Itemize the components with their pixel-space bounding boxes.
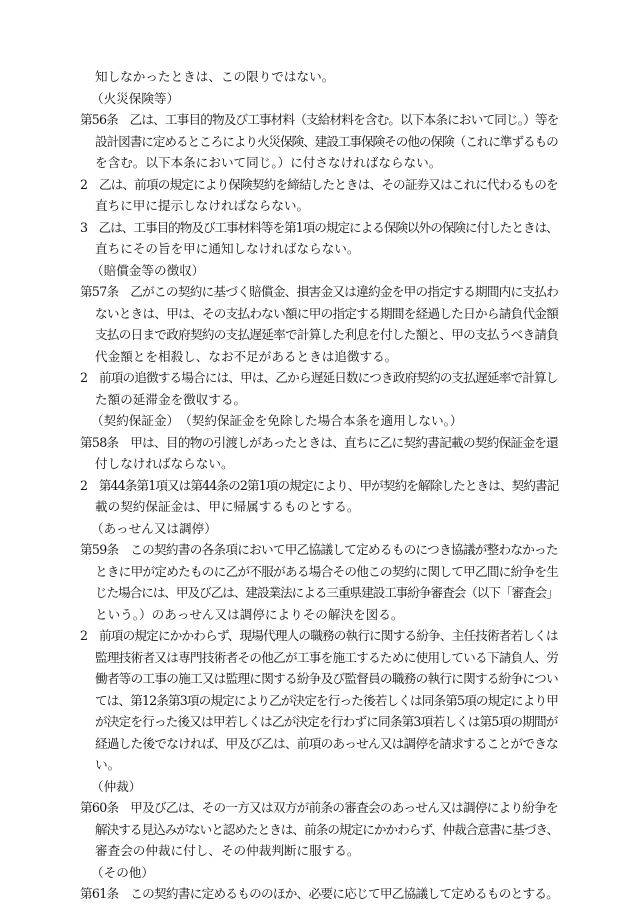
article-continuation-line: 直ちにその旨を甲に通知しなければならない。 bbox=[95, 241, 360, 256]
article-line: 第61条 この契約書に定めるもののほか、必要に応じて甲乙協議して定めるものとする。 bbox=[80, 886, 559, 901]
article-heading: （その他） bbox=[91, 864, 154, 880]
article-continuation-line: 解決する見込みがないと認めたときは、前条の規定にかかわらず、仲裁合意書に基づき、 bbox=[95, 821, 559, 837]
article-heading: （火災保険等） bbox=[91, 90, 180, 106]
article-heading: （仲裁） bbox=[91, 778, 142, 794]
document-body bbox=[80, 66, 559, 905]
article-continuation-line: 載の契約保証金は、甲に帰属するものとする。 bbox=[95, 499, 360, 514]
article-heading: （賠償金等の徴収） bbox=[91, 262, 205, 278]
article-line: 2 乙は、前項の規定により保険契約を締結したときは、その証券又はこれに代わるものを bbox=[80, 176, 558, 192]
article-continuation-line: た額の延滞金を徴収する。 bbox=[95, 391, 247, 407]
article-continuation-line: 支払の日まで政府契約の支払遅延率で計算した利息を付した額と、甲の支払うべき請負 bbox=[95, 327, 559, 342]
article-heading: （契約保証金） （契約保証金を免除した場合本条を適用しない。） bbox=[91, 413, 463, 428]
article-line: 第56条 乙は、工事目的物及び工事材料（支給材料を含む。以下本条において同じ。）等を bbox=[80, 112, 559, 127]
article-continuation-line: 経過した後でなければ、甲及び乙は、前項のあっせん又は調停を請求することができな bbox=[95, 735, 559, 751]
article-line: 2 前項の規定にかかわらず、現場代理人の職務の執行に関する紛争、主任技術者若しくは bbox=[80, 628, 558, 643]
article-line: 2 前項の追徴する場合には、甲は、乙から遅延日数につき政府契約の支払遅延率で計算し bbox=[80, 370, 558, 385]
article-line: 第60条 甲及び乙は、その一方又は双方が前条の審査会のあっせん又は調停により紛争を bbox=[80, 800, 559, 815]
article-heading: （あっせん又は調停） bbox=[91, 520, 217, 536]
article-continuation-line: ときに甲が定めたものに乙が不服がある場合その他この契約に関して甲乙間に紛争を生 bbox=[95, 563, 559, 579]
article-continuation-line: ないときは、甲は、その支払わない額に甲の指定する期間を経過した日から請負代金額 bbox=[95, 305, 559, 321]
article-line: 第59条 この契約書の各条項において甲乙協議して定めるものにつき協議が整わなかった bbox=[80, 542, 558, 557]
article-continuation-line: 監理技術者又は専門技術者その他乙が工事を施工するために使用している下請負人、労 bbox=[95, 649, 559, 665]
article-line: 3 乙は、工事目的物及び工事材料等を第1項の規定による保険以外の保険に付したときは、 bbox=[80, 219, 558, 235]
article-continuation-line: 設計図書に定めるところにより火災保険、建設工事保険その他の保険（これに準ずるもの bbox=[95, 133, 558, 149]
article-continuation-line: い。 bbox=[95, 757, 121, 772]
article-line: 第57条 乙がこの契約に基づく賠償金、損害金又は違約金を甲の指定する期間内に支払わ bbox=[80, 284, 559, 299]
article-continuation-line: じた場合には、甲及び乙は、建設業法による三重県建設工事紛争審査会（以下「審査会」 bbox=[95, 585, 558, 600]
article-line: 第58条 甲は、目的物の引渡しがあったときは、直ちに乙に契約書記載の契約保証金を還 bbox=[80, 434, 559, 450]
article-continuation-line: 直ちに甲に提示しなければならない。 bbox=[95, 198, 310, 213]
article-continuation-line: という。）のあっせん又は調停によりその解決を図る。 bbox=[95, 606, 404, 622]
article-continuation-line: ては、第12条第3項の規定により乙が決定を行った後若しくは同条第5項の規定により甲 bbox=[95, 692, 559, 708]
article-continuation-line: 付しなければならない。 bbox=[95, 456, 234, 471]
article-continuation-line: 代金額とを相殺し、なお不足があるときは追徴する。 bbox=[95, 348, 398, 364]
article-line: 2 第44条第1項又は第44条の2第1項の規定により、甲が契約を解除したときは、契約書記 bbox=[80, 477, 559, 493]
article-continuation-line: 働者等の工事の施工又は監理に関する紛争及び監督員の職務の執行に関する紛争につい bbox=[95, 671, 558, 686]
article-continuation-line: 審査会の仲裁に付し、その仲裁判断に服する。 bbox=[95, 843, 360, 858]
article-continuation-line: 知しなかったときは、この限りではない。 bbox=[95, 69, 335, 84]
article-continuation-line: を含む。以下本条において同じ。）に付さなければならない。 bbox=[95, 155, 442, 170]
article-continuation-line: が決定を行った後又は甲若しくは乙が決定を行わずに同条第3項若しくは第5項の期間が bbox=[95, 714, 558, 729]
